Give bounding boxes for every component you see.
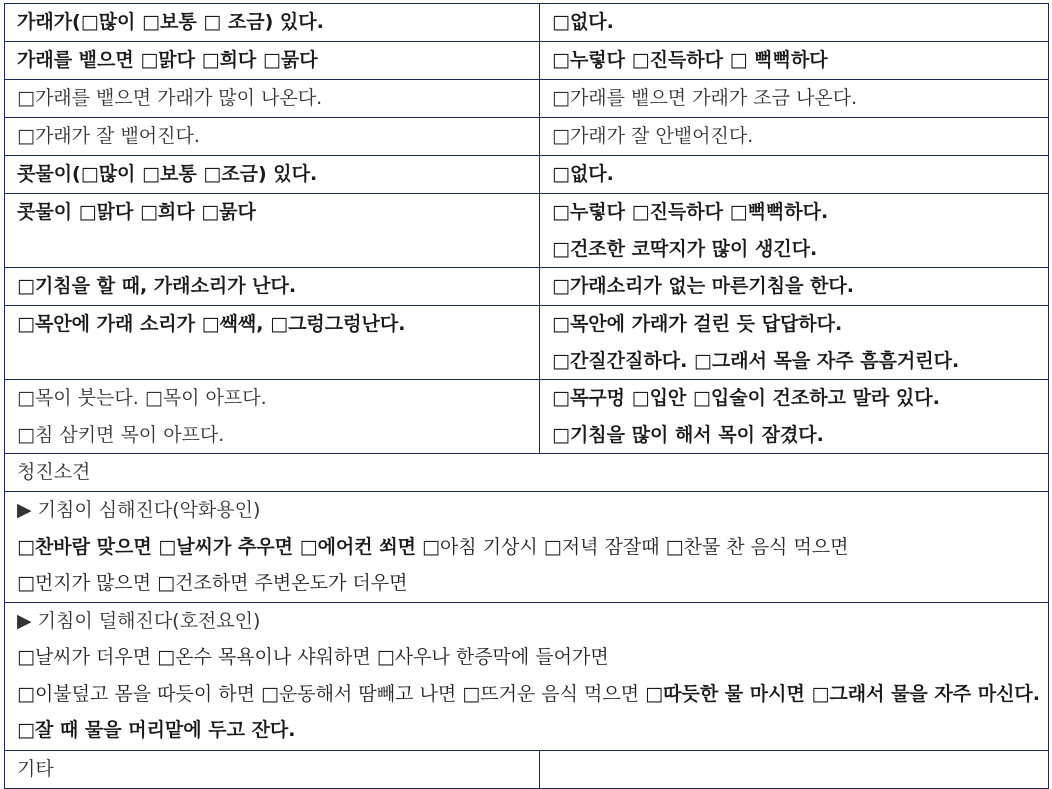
runny-nose-type-cell[interactable]	[5, 194, 540, 268]
phlegm-thick-cell[interactable]: □누렇다 □진득하다 □ 뻑뻑하다	[540, 42, 1049, 80]
phlegm-easy-cell[interactable]: □가래가 잘 뱉어진다.	[5, 118, 540, 156]
table-row	[5, 602, 1049, 750]
dry-mouth-cell[interactable]	[540, 380, 1049, 454]
throat-stuck-text: □목안에 가래가 걸린 듯 답답하다.	[552, 313, 843, 335]
table-row	[5, 268, 1049, 306]
better-factors-line1: □날씨가 더우면 □온수 목욕이나 샤워하면 □사우나 한증막에 들어가면	[17, 646, 609, 668]
swallow-pain-text: □침 삼키면 목이 아프다.	[17, 423, 225, 446]
runny-nose-amount-cell[interactable]: 콧물이(□많이 □보통 □조금) 있다.	[5, 156, 540, 194]
better-factors-heading: ▶ 기침이 덜해진다(호전요인)	[17, 609, 261, 632]
table-row	[5, 750, 1049, 788]
runny-nose-thick-text: □누렇다 □진득하다 □뻑뻑하다.	[552, 201, 829, 223]
worse-factors-cell[interactable]	[5, 492, 1049, 603]
table-row	[5, 118, 1049, 156]
worse-factors-heading: ▶ 기침이 심해진다(악화용인)	[17, 499, 261, 521]
table-row	[5, 4, 1049, 42]
better-factors-bold: □따듯한 물 마시면 □그래서 물을 자주 마신다. □잘 때 물을 머리맡에 두고 잔다.	[17, 682, 1041, 741]
worse-factors-bold: □찬바람 맞으면 □날씨가 추우면 □에어컨 쐬면	[17, 535, 416, 558]
phlegm-amount-cell[interactable]: 가래가(□많이 □보통 □ 조금) 있다.	[5, 4, 540, 42]
runny-nose-thick-cell[interactable]	[540, 194, 1049, 268]
dry-cough-cell[interactable]: □가래소리가 없는 마른기침을 한다.	[540, 268, 1049, 306]
throat-itchy-text: □간질간질하다. □그래서 목을 자주 흠흠거린다.	[552, 349, 960, 372]
sore-throat-cell[interactable]	[5, 380, 540, 454]
table-row	[5, 492, 1049, 603]
dry-mouth-text: □목구멍 □입안 □입술이 건조하고 말라 있다.	[552, 387, 940, 409]
better-factors-cell[interactable]	[5, 602, 1049, 750]
phlegm-hard-cell[interactable]: □가래가 잘 안뱉어진다.	[540, 118, 1049, 156]
symptom-checklist-table	[4, 3, 1049, 789]
other-label: 기타	[5, 750, 540, 788]
phlegm-little-cell[interactable]: □가래를 뱉으면 가래가 조금 나온다.	[540, 80, 1049, 118]
runny-nose-type-text: 콧물이 □맑다 □희다 □묽다	[17, 201, 256, 223]
throat-sound-cell[interactable]	[5, 306, 540, 380]
table-row	[5, 454, 1049, 492]
throat-sound-text: □목안에 가래 소리가 □쌕쌕, □그렁그렁난다.	[17, 313, 406, 335]
dry-crust-text: □건조한 코딱지가 많이 생긴다.	[552, 237, 818, 260]
phlegm-much-cell[interactable]: □가래를 뱉으면 가래가 많이 나온다.	[5, 80, 540, 118]
wet-cough-cell[interactable]: □기침을 할 때, 가래소리가 난다.	[5, 268, 540, 306]
better-factors-normal: □이불덮고 몸을 따듯이 하면 □운동해서 땀빼고 나면 □뜨거운 음식 먹으면	[17, 682, 640, 705]
phlegm-color-cell[interactable]: 가래를 뱉으면 □맑다 □희다 □묽다	[5, 42, 540, 80]
no-phlegm-cell[interactable]: □없다.	[540, 4, 1049, 42]
table-row	[5, 42, 1049, 80]
table-row	[5, 306, 1049, 380]
table-row	[5, 194, 1049, 268]
table-row	[5, 380, 1049, 454]
worse-factors-normal: □아침 기상시 □저녁 잠잘때 □찬물 찬 음식 먹으면	[422, 535, 849, 558]
worse-factors-line2: □먼지가 많으면 □건조하면 주변온도가 더우면	[17, 572, 408, 594]
sore-throat-text: □목이 붓는다. □목이 아프다.	[17, 387, 267, 409]
auscultation-title: 청진소견	[5, 454, 1049, 492]
hoarse-voice-text: □기침을 많이 해서 목이 잠겼다.	[552, 423, 824, 446]
other-input-cell[interactable]	[540, 750, 1049, 788]
table-row	[5, 156, 1049, 194]
no-runny-nose-cell[interactable]: □없다.	[540, 156, 1049, 194]
throat-stuck-cell[interactable]	[540, 306, 1049, 380]
table-row	[5, 80, 1049, 118]
